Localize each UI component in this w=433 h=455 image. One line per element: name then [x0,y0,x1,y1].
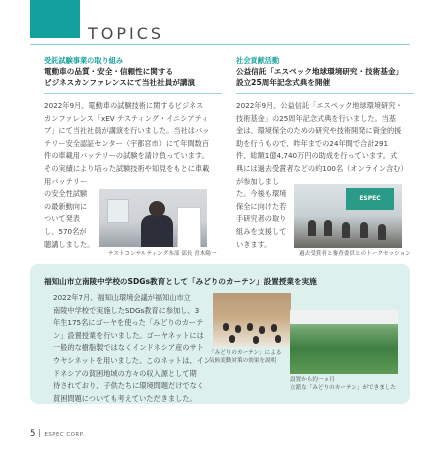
title-rule [30,44,410,45]
left-body-line: 件の車載用バッテリーの試験を請け負っています。 [44,151,209,161]
right-headline-line-1: 公益信託「エスペック地球環境研究・技術基金」 [236,67,404,76]
student-shape [229,335,235,343]
panel-body-line: ン」設置授業を行いました。ゴーヤネットには [53,330,204,340]
classroom-caption [209,349,281,365]
panel-body-line: 一般的な樹脂製ではなくインドネシア産のサト [53,343,204,353]
speaker-head-shape [149,201,165,217]
left-body-line: その実績により培った試験技術や知見をもとに車載 [44,163,210,173]
talk-session-photo [294,184,402,248]
left-divider [44,93,222,94]
left-headline-line-2: ビジネスカンファレンスにて当社社員が講演 [44,78,196,87]
left-body-line: し、570名が [44,226,87,236]
company-name: ESPEC CORP. [44,432,85,438]
student-shape [259,326,265,334]
student-shape [275,335,281,343]
panel-body-line: 南陵中学校で実施したSDGs教育に参加し、3 [53,305,200,315]
right-body-line: いきます。 [236,239,272,249]
left-body-line: 聴講しました。 [44,239,95,249]
speaker-photo-caption: テストコンサルティング本部 部長 青木陽一 [108,251,217,257]
right-body-line: た。今後も環境 [236,189,287,199]
right-body-line: 手研究者の取り [236,214,287,224]
left-body-line: ついて発表 [44,214,80,224]
panel-body-line: 待されており、子供たちに環境問題だけでなく [53,381,204,391]
right-body-line: 典には過去受賞者などの約100名（オンライン含む） [236,163,408,173]
right-body-line: 2022年9月、公益信託「エスペック地球環境研究・ [236,101,403,110]
building-wall-shape [290,310,398,324]
right-headline-line-2: 設立25周年記念式典を開催 [236,78,331,87]
topics-tab-marker [30,0,80,38]
panel-body-line: 2022年7月、福知山環境会議が福知山市立 [53,293,191,302]
panelist-shape [360,222,368,238]
panelist-shape [308,220,316,236]
classroom-caption-line: 気候変動対策の効果を説明 [209,358,277,364]
left-body-line: の最新動向に [44,201,88,211]
right-body-line: 件、総額1億4,740万円の助成を行っています。式 [236,151,398,161]
right-body-line: 助を行うもので、昨年までの24年間で合計291 [236,138,389,148]
panel-body [53,292,211,405]
left-body-line: 用バッテリー [44,176,88,186]
panel-body-line: ドネシアの貧困地域の方々の収入源として期 [53,368,197,378]
espec-banner: ESPEC [346,188,394,210]
panel-body-line: 年生175名にゴーヤを使った「みどりのカーテ [53,318,204,328]
panel-body-line: ウヤシネットを用いました。このネットは、イン [53,355,211,365]
speaker-photo [99,189,207,247]
right-divider [236,93,414,94]
right-body-line: 技術基金」の25周年記念式典を行いました。当基 [236,113,397,123]
podium-shape [177,207,201,247]
left-category: 受託試験事業の取り組み [44,56,124,65]
speaker-body-shape [141,215,173,247]
section-title: TOPICS [88,24,165,43]
left-body-line: カンファレンス「xEV テスティング・イニシアティ [44,113,209,123]
student-shape [271,324,277,332]
classroom-photo [213,293,291,347]
green-curtain-caption [290,376,396,392]
panelist-shape [342,222,350,238]
left-body-line: テリー安全認証センター（宇都宮市）にて年間数百 [44,138,210,148]
right-body-line: 組みを支援して [236,226,287,236]
left-body-line: ブ」にて当社社員が講演を行いました。当社はバッ [44,126,210,136]
student-shape [253,336,259,344]
left-body-line: 2022年9月、電動車の試験技術に関するビジネス [44,101,204,110]
monitor-shape [107,199,129,223]
classroom-caption-line: 「みどりのカーテン」による [209,350,282,356]
panel-title: 福知山市立南陵中学校のSDGs教育として「みどりのカーテン」設置授業を実施 [44,277,317,286]
left-body-line: の安全性試験 [44,189,88,199]
panel-body-line: 貧困問題についても考えていただきました。 [53,393,197,403]
green-curtain-caption-line: 立派な「みどりのカーテン」ができました [290,385,397,391]
green-curtain-caption-line: 設置から約一ヵ月 [290,377,335,383]
right-body-line: 保全に向けた若 [236,201,287,211]
student-shape [223,323,229,331]
right-body-line: 金は、環境保全のための研究や技術開発に資金的援 [236,126,402,136]
page-footer [30,429,85,439]
page-number: 5 [30,429,36,439]
left-headline-line-1: 電動車の品質・安全・信頼性に関する [44,67,174,76]
green-curtain-photo [290,310,398,374]
right-category: 社会貢献活動 [236,56,280,65]
panelist-shape [378,224,386,240]
panelist-shape [324,220,332,236]
footer-separator [39,429,40,437]
student-shape [235,325,241,333]
right-body-line: が参加しまし [236,176,280,186]
student-shape [247,323,253,331]
talk-session-caption: 過去受賞者と審査委員とのトークセッション [299,251,411,257]
